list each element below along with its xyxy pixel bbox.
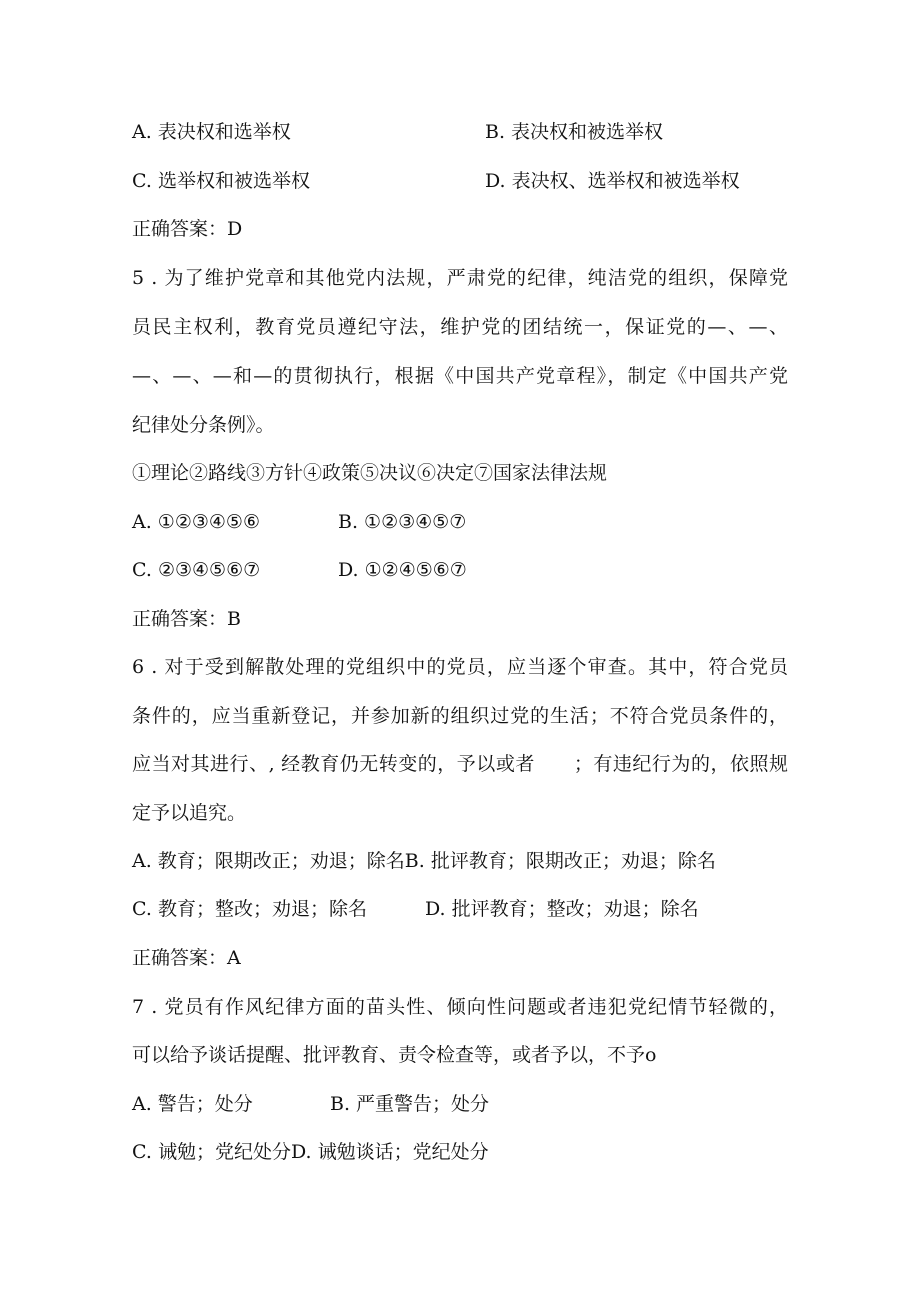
q4-answer: 正确答案：D — [132, 218, 243, 240]
q6-stem-line-3: 应当对其进行、, 经教育仍无转变的，予以或者 ；有违纪行为的，依照规 — [132, 753, 788, 775]
q5-stem-line-3: —、—、—和—的贯彻执行，根据《中国共产党章程》，制定《中国共产党 — [132, 365, 788, 387]
q6-option-a-b: A. 教育；限期改正；劝退；除名B. 批评教育；限期改正；劝退；除名 — [132, 850, 716, 872]
q6-stem-line-4: 定予以追究。 — [132, 802, 247, 824]
q6-stem-line-2: 条件的，应当重新登记，并参加新的组织过党的生活；不符合党员条件的， — [132, 705, 788, 727]
q5-answer: 正确答案：B — [132, 608, 241, 630]
q7-option-b: B. 严重警告；处分 — [330, 1093, 490, 1115]
q7-stem-line-1: 7 . 党员有作风纪律方面的苗头性、倾向性问题或者违犯党纪情节轻微的， — [132, 996, 788, 1018]
q7-option-c-d: C. 诫勉；党纪处分D. 诫勉谈话；党纪处分 — [132, 1141, 489, 1163]
q5-option-d: D. ①②④⑤⑥⑦ — [338, 559, 467, 581]
q5-option-c: C. ②③④⑤⑥⑦ — [132, 559, 261, 581]
q7-option-a: A. 警告；处分 — [132, 1093, 253, 1115]
q4-option-c: C. 选举权和被选举权 — [132, 170, 310, 192]
q6-stem-line-1: 6 . 对于受到解散处理的党组织中的党员，应当逐个审查。其中，符合党员 — [132, 656, 788, 678]
q7-stem-line-2: 可以给予谈话提醒、批评教育、责令检查等，或者予以，不予o — [132, 1044, 657, 1066]
q5-stem-line-4: 纪律处分条例》。 — [132, 414, 275, 436]
q4-option-a: A. 表决权和选举权 — [132, 121, 291, 143]
q6-answer: 正确答案：A — [132, 947, 241, 969]
q4-option-b: B. 表决权和被选举权 — [485, 121, 664, 143]
q5-stem-line-2: 员民主权利，教育党员遵纪守法，维护党的团结统一，保证党的—、—、 — [132, 316, 788, 338]
q5-items: ①理论②路线③方针④政策⑤决议⑥决定⑦国家法律法规 — [132, 462, 608, 484]
q5-option-a: A. ①②③④⑤⑥ — [132, 511, 260, 533]
q5-stem-line-1: 5 . 为了维护党章和其他党内法规，严肃党的纪律，纯洁党的组织，保障党 — [132, 267, 788, 289]
q6-option-c: C. 教育；整改；劝退；除名 — [132, 898, 367, 920]
q5-option-b: B. ①②③④⑤⑦ — [338, 511, 467, 533]
q6-option-d: D. 批评教育；整改；劝退；除名 — [425, 898, 699, 920]
q4-option-d: D. 表决权、选举权和被选举权 — [485, 170, 740, 192]
